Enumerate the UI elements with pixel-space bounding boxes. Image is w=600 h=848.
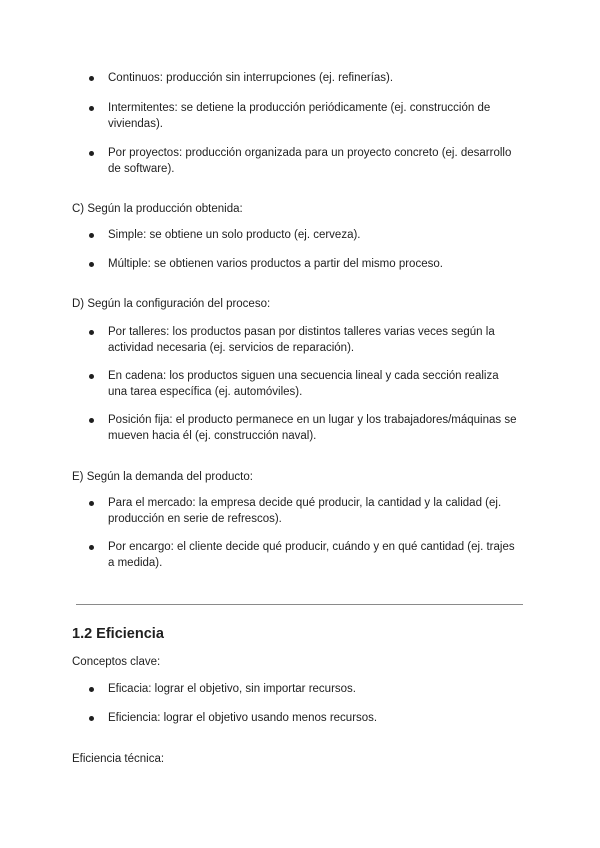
section-title-eficiencia: 1.2 Eficiencia [72, 626, 164, 642]
bullet-icon [89, 262, 94, 267]
list-item: Eficiencia: lograr el objetivo usando menos recursos. [108, 710, 518, 726]
bullet-icon [89, 545, 94, 550]
bullet-icon [89, 418, 94, 423]
bullet-icon [89, 76, 94, 81]
section-e-heading: E) Según la demanda del producto: [72, 471, 253, 483]
list-item: Por proyectos: producción organizada para un proyecto concreto (ej. desarrollo de software). [108, 145, 518, 177]
section-c-heading: C) Según la producción obtenida: [72, 203, 243, 215]
list-item: Eficacia: lograr el objetivo, sin importar recursos. [108, 681, 518, 697]
bullet-icon [89, 106, 94, 111]
bullet-icon [89, 330, 94, 335]
list-item: Continuos: producción sin interrupciones (ej. refinerías). [108, 70, 518, 86]
section-d-heading: D) Según la configuración del proceso: [72, 298, 271, 310]
list-item: Para el mercado: la empresa decide qué producir, la cantidad y la calidad (ej. producción en serie de refrescos). [108, 495, 518, 527]
list-item: En cadena: los productos siguen una secuencia lineal y cada sección realiza una tarea específica (ej. automóviles). [108, 368, 518, 400]
list-item: Intermitentes: se detiene la producción periódicamente (ej. construcción de viviendas). [108, 100, 518, 132]
technical-efficiency-heading: Eficiencia técnica: [72, 753, 165, 765]
bullet-icon [89, 151, 94, 156]
list-item: Múltiple: se obtienen varios productos a partir del mismo proceso. [108, 256, 518, 272]
bullet-icon [89, 687, 94, 692]
bullet-icon [89, 501, 94, 506]
list-item: Simple: se obtiene un solo producto (ej. cerveza). [108, 227, 518, 243]
horizontal-divider [76, 604, 523, 605]
concepts-heading: Conceptos clave: [72, 656, 161, 668]
list-item: Posición fija: el producto permanece en un lugar y los trabajadores/máquinas se mueven hacia él (ej. construcción naval). [108, 412, 518, 444]
list-item: Por talleres: los productos pasan por distintos talleres varias veces según la actividad necesaria (ej. servicios de reparación). [108, 324, 518, 356]
bullet-icon [89, 716, 94, 721]
bullet-icon [89, 374, 94, 379]
bullet-icon [89, 233, 94, 238]
list-item: Por encargo: el cliente decide qué producir, cuándo y en qué cantidad (ej. trajes a medida). [108, 539, 518, 571]
